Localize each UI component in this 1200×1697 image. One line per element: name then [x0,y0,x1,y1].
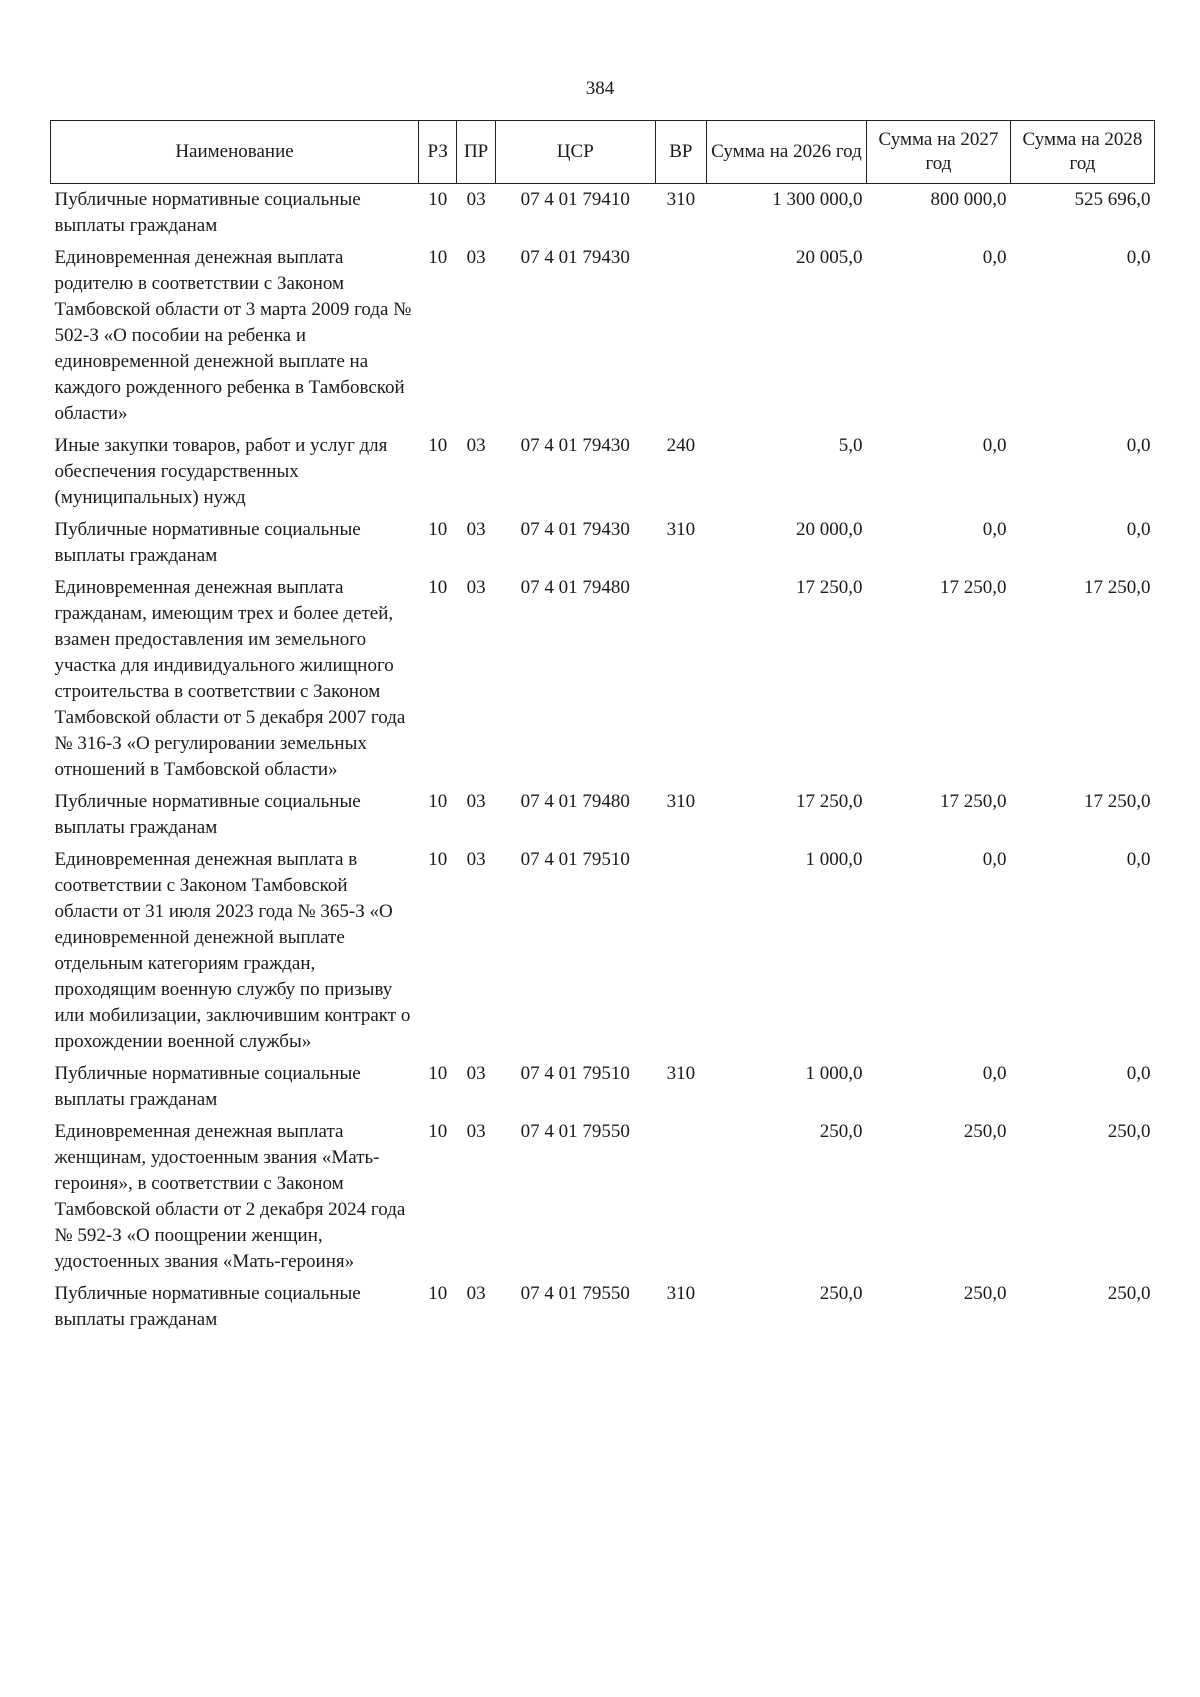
row-sum-2026: 17 250,0 [795,577,863,598]
table-row [51,514,1155,572]
row-name: Единовременная денежная выплата в соответствии с Законом Тамбовской области от 31 июля 2023 года № 365-З «О единовременной денежной выплате отдельным категориям граждан, проходящим военную службу по призыву или мобилизации, заключившим контракт о прохождении военной службы» [54,849,411,1052]
row-vr: 310 [666,189,696,210]
row-pr: 03 [466,1283,486,1304]
row-sum-2026: 20 000,0 [795,519,863,540]
row-sum-2027: 17 250,0 [939,577,1007,598]
row-vr: 310 [666,519,696,540]
header-sum-2027: Сумма на 2027 год [866,121,1010,184]
row-sum-2026: 1 000,0 [805,849,863,870]
row-sum-2028: 250,0 [1107,1121,1151,1142]
row-sum-2028: 0,0 [1126,1063,1151,1084]
row-sum-2027: 0,0 [982,519,1007,540]
row-name: Публичные нормативные социальные выплаты гражданам [54,519,361,566]
table-row [51,1278,1155,1336]
header-rz: РЗ [419,121,457,184]
row-sum-2028: 17 250,0 [1084,577,1151,598]
row-rz: 10 [428,1063,448,1084]
table-row [51,242,1155,430]
row-rz: 10 [428,791,448,812]
row-csr: 07 4 01 79510 [520,1063,630,1084]
table-row [51,844,1155,1058]
row-sum-2028: 525 696,0 [1074,189,1151,210]
row-csr: 07 4 01 79410 [520,189,630,210]
row-name: Публичные нормативные социальные выплаты гражданам [54,1283,361,1330]
row-sum-2027: 0,0 [982,247,1007,268]
row-csr: 07 4 01 79550 [520,1283,630,1304]
table-row [51,430,1155,514]
row-pr: 03 [466,849,486,870]
row-sum-2027: 17 250,0 [939,791,1007,812]
row-sum-2027: 0,0 [982,849,1007,870]
row-csr: 07 4 01 79510 [520,849,630,870]
table-row [51,786,1155,844]
row-csr: 07 4 01 79430 [520,247,630,268]
table-row [51,1058,1155,1116]
table-body [51,184,1155,1337]
row-rz: 10 [428,577,448,598]
header-csr: ЦСР [495,121,655,184]
row-vr: 310 [666,1283,696,1304]
header-name: Наименование [51,121,419,184]
row-pr: 03 [466,1063,486,1084]
row-pr: 03 [466,791,486,812]
row-name: Единовременная денежная выплата женщинам, удостоенным звания «Мать-героиня», в соответствии с Законом Тамбовской области от 2 декабря 2024 года № 592-З «О поощрении женщин, удостоенных звания «Мать-героиня» [54,1121,406,1272]
row-rz: 10 [428,189,448,210]
row-csr: 07 4 01 79480 [520,791,630,812]
row-sum-2028: 250,0 [1107,1283,1151,1304]
table-row [51,572,1155,786]
row-sum-2027: 800 000,0 [930,189,1007,210]
row-vr [655,844,706,1058]
row-name: Единовременная денежная выплата гражданам, имеющим трех и более детей, взамен предоставления им земельного участка для индивидуального жилищного строительства в соответствии с Законом Тамбовской области от 5 декабря 2007 года № 316-З «О регулировании земельных отношений в Тамбовской области» [54,577,406,780]
row-sum-2026: 17 250,0 [795,791,863,812]
row-rz: 10 [428,247,448,268]
header-sum-2028: Сумма на 2028 год [1010,121,1154,184]
row-name: Публичные нормативные социальные выплаты гражданам [54,1063,361,1110]
row-pr: 03 [466,435,486,456]
header-sum-2026: Сумма на 2026 год [706,121,866,184]
row-name: Публичные нормативные социальные выплаты гражданам [54,791,361,838]
row-vr: 240 [666,435,696,456]
row-csr: 07 4 01 79430 [520,519,630,540]
row-vr [655,1116,706,1278]
row-pr: 03 [466,247,486,268]
row-csr: 07 4 01 79550 [520,1121,630,1142]
row-csr: 07 4 01 79480 [520,577,630,598]
row-sum-2027: 0,0 [982,1063,1007,1084]
budget-table [50,120,1155,1336]
row-sum-2027: 250,0 [963,1283,1007,1304]
table-row [51,1116,1155,1278]
header-vr: ВР [655,121,706,184]
row-sum-2028: 0,0 [1126,435,1151,456]
row-sum-2028: 0,0 [1126,849,1151,870]
row-sum-2028: 0,0 [1126,519,1151,540]
row-name: Единовременная денежная выплата родителю в соответствии с Законом Тамбовской области от 3 марта 2009 года № 502-З «О пособии на ребенка и единовременной денежной выплате на каждого рожденного ребенка в Тамбовской области» [54,247,412,424]
row-name: Публичные нормативные социальные выплаты гражданам [54,189,361,236]
table-header-row [51,121,1155,184]
row-rz: 10 [428,849,448,870]
row-sum-2026: 250,0 [819,1283,863,1304]
row-rz: 10 [428,1121,448,1142]
row-rz: 10 [428,435,448,456]
row-vr: 310 [666,1063,696,1084]
row-sum-2026: 250,0 [819,1121,863,1142]
row-sum-2028: 17 250,0 [1084,791,1151,812]
row-name: Иные закупки товаров, работ и услуг для обеспечения государственных (муниципальных) нужд [54,435,388,508]
row-rz: 10 [428,519,448,540]
row-csr: 07 4 01 79430 [520,435,630,456]
row-pr: 03 [466,189,486,210]
table-row [51,184,1155,243]
row-vr [655,242,706,430]
row-sum-2027: 250,0 [963,1121,1007,1142]
row-vr: 310 [666,791,696,812]
row-sum-2028: 0,0 [1126,247,1151,268]
row-sum-2026: 1 000,0 [805,1063,863,1084]
row-sum-2027: 0,0 [982,435,1007,456]
page-number: 384 [585,78,615,99]
row-sum-2026: 5,0 [838,435,863,456]
row-pr: 03 [466,1121,486,1142]
row-sum-2026: 1 300 000,0 [772,189,863,210]
row-vr [655,572,706,786]
row-pr: 03 [466,519,486,540]
row-rz: 10 [428,1283,448,1304]
header-pr: ПР [457,121,495,184]
row-sum-2026: 20 005,0 [795,247,863,268]
row-pr: 03 [466,577,486,598]
